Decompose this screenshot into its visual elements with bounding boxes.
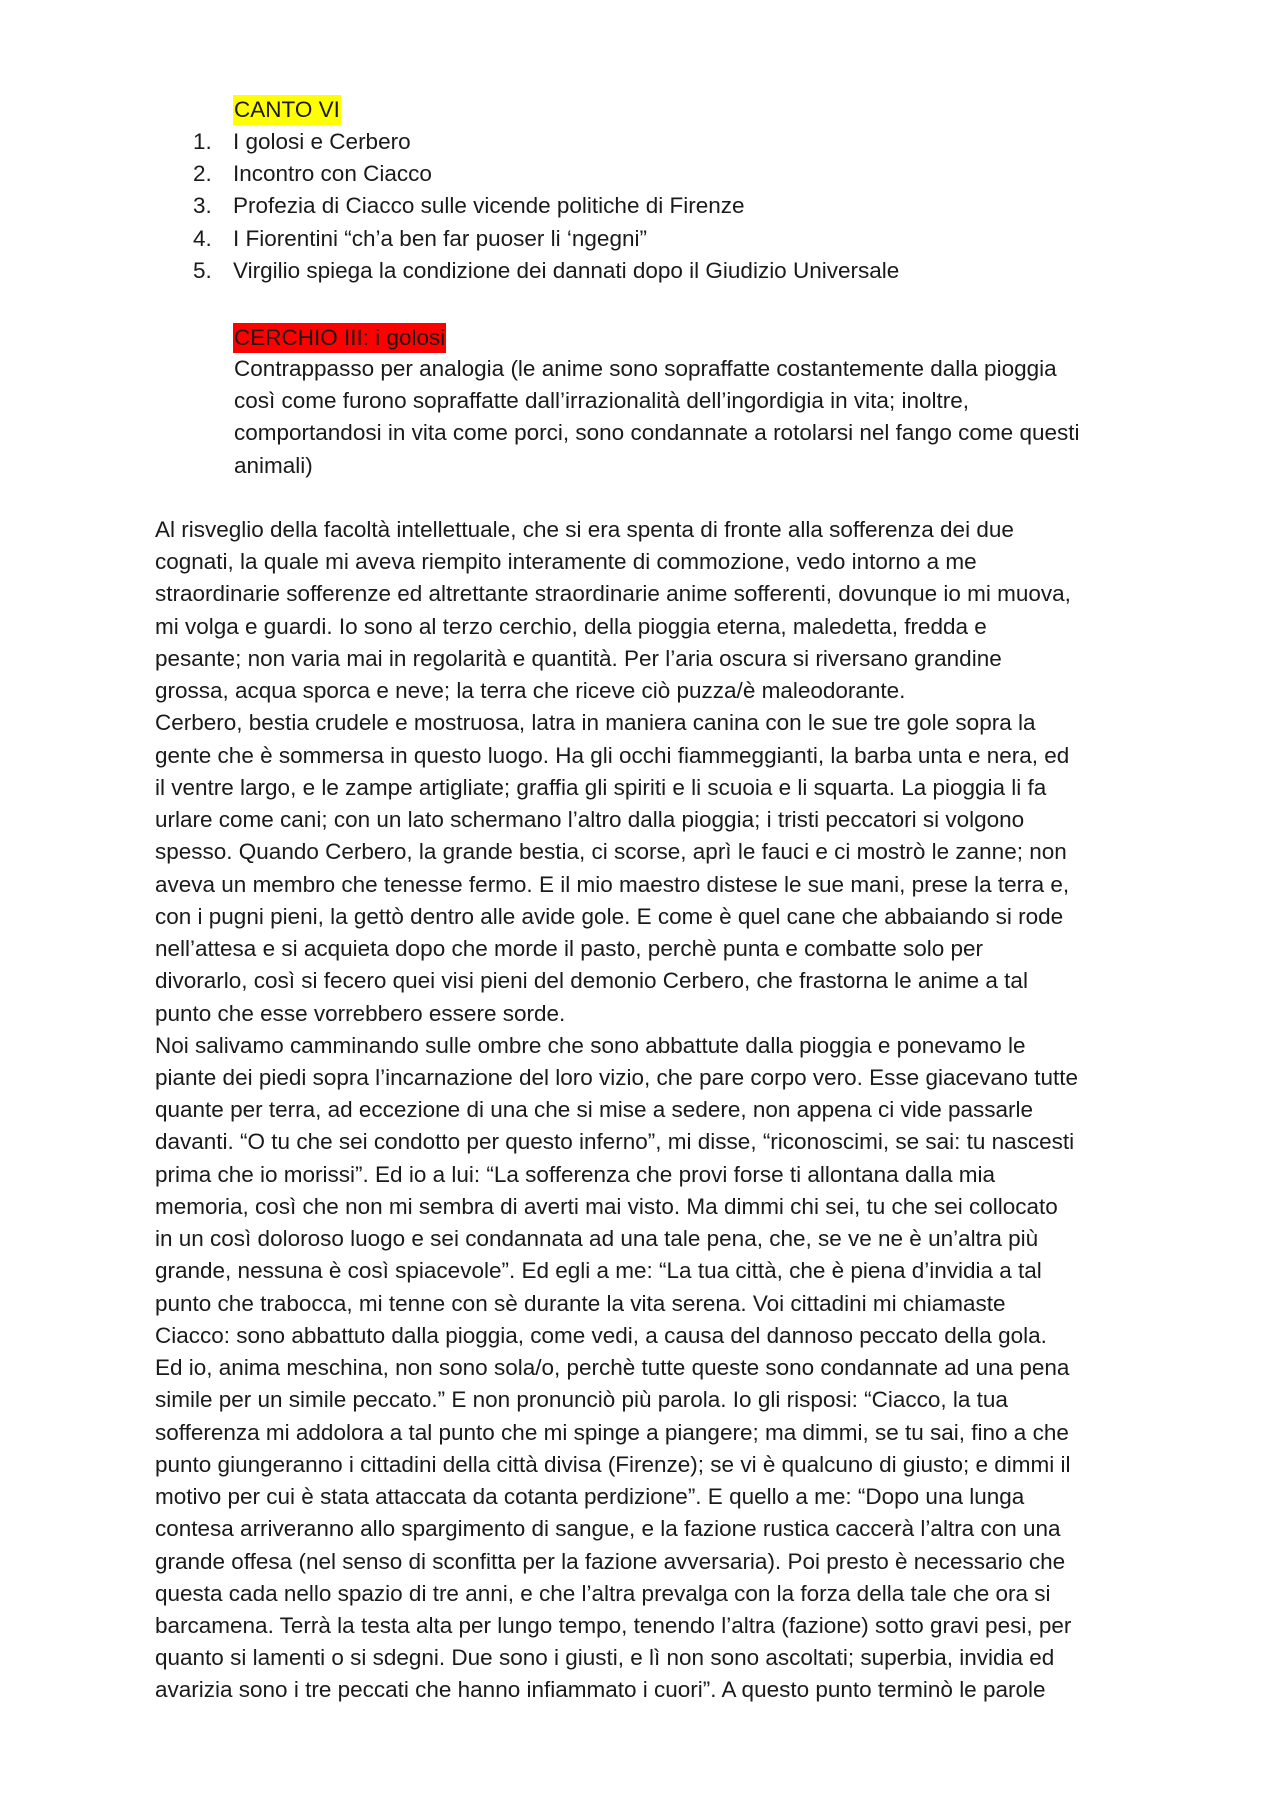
- text-line: sofferenza mi addolora a tal punto che mi spinge a piangere; ma dimmi, se tu sai, fino a che: [155, 1419, 1069, 1445]
- text-line: quanto si lamenti o si sdegni. Due sono i giusti, e lì non sono ascoltati; superbia, invidia ed: [155, 1645, 1055, 1671]
- text-line: memoria, così che non mi sembra di averti mai visto. Ma dimmi chi sei, tu che sei collocato: [155, 1193, 1058, 1219]
- text-line: grande, nessuna è così spiacevole”. Ed egli a me: “La tua città, che è piena d’invidia a tal: [155, 1258, 1042, 1284]
- topic-text: Incontro con Ciacco: [233, 161, 432, 187]
- text-line: prima che io morissi”. Ed io a lui: “La sofferenza che provi forse ti allontana dalla mia: [155, 1161, 995, 1187]
- text-line: Ed io, anima meschina, non sono sola/o, perchè tutte queste sono condannate ad una pena: [155, 1355, 1070, 1381]
- text-line: Ciacco: sono abbattuto dalla pioggia, come vedi, a causa del dannoso peccato della gola.: [155, 1322, 1047, 1348]
- text-line: animali): [234, 452, 313, 478]
- text-line: straordinarie sofferenze ed altrettante straordinarie anime sofferenti, dovunque io mi muova,: [155, 581, 1071, 607]
- text-line: urlare come cani; con un lato schermano l’altro dalla pioggia; i tristi peccatori si volgono: [155, 807, 1025, 833]
- topic-text: Virgilio spiega la condizione dei dannati dopo il Giudizio Universale: [233, 257, 900, 283]
- topic-item: [193, 255, 899, 287]
- text-line: spesso. Quando Cerbero, la grande bestia, ci scorse, aprì le fauci e ci mostrò le zanne; non: [155, 839, 1067, 865]
- topic-text: I golosi e Cerbero: [233, 129, 411, 154]
- topic-number: 1.: [193, 129, 212, 154]
- topic-number: 2.: [193, 161, 212, 187]
- text-line: mi volga e guardi. Io sono al terzo cerchio, della pioggia eterna, maledetta, fredda e: [155, 613, 987, 639]
- text-line: nell’attesa e si acquieta dopo che morde il pasto, perchè punta e combatte solo per: [155, 936, 984, 962]
- text-line: cognati, la quale mi aveva riempito interamente di commozione, vedo intorno a me: [155, 549, 977, 575]
- body-text: [155, 514, 1145, 1707]
- canto-title: CANTO VI: [233, 95, 341, 125]
- cerchio-title: CERCHIO III: i golosi: [233, 323, 446, 353]
- text-line: motivo per cui è stata attaccata da cotanta perdizione”. E quello a me: “Dopo una lunga: [155, 1484, 1025, 1510]
- text-line: barcamena. Terrà la testa alta per lungo tempo, tenendo l’altra (fazione) sotto gravi pesi, per: [155, 1612, 1072, 1638]
- text-line: grossa, acqua sporca e neve; la terra che riceve ciò puzza/è maleodorante.: [155, 678, 906, 704]
- text-line: il ventre largo, e le zampe artigliate; graffia gli spiriti e li scuoia e li squarta. La pioggia li fa: [155, 774, 1047, 800]
- topic-number: 4.: [193, 225, 212, 251]
- text-line: aveva un membro che tenesse fermo. E il mio maestro distese le sue mani, prese la terra e,: [155, 871, 1070, 897]
- topic-text: I Fiorentini “ch’a ben far puoser li ‘ngegni”: [233, 225, 647, 251]
- topic-number: 5.: [193, 257, 212, 283]
- topic-item: [193, 126, 899, 158]
- topic-text: Profezia di Ciacco sulle vicende politiche di Firenze: [233, 193, 745, 219]
- text-line: pesante; non varia mai in regolarità e quantità. Per l’aria oscura si riversano grandine: [155, 645, 1002, 671]
- topic-number: 3.: [193, 193, 212, 219]
- text-line: gente che è sommersa in questo luogo. Ha gli occhi fiammeggianti, la barba unta e nera, ed: [155, 742, 1070, 768]
- text-line: comportandosi in vita come porci, sono condannate a rotolarsi nel fango come questi: [234, 420, 1080, 446]
- contrappasso-paragraph: [234, 353, 1134, 482]
- text-line: grande offesa (nel senso di sconfitta per la fazione avversaria). Poi presto è necessario che: [155, 1548, 1066, 1574]
- text-line: Al risveglio della facoltà intellettuale, che si era spenta di fronte alla sofferenza dei due: [155, 517, 1014, 542]
- text-line: simile per un simile peccato.” E non pronunciò più parola. Io gli risposi: “Ciacco, la tua: [155, 1387, 1008, 1413]
- text-line: punto che esse vorrebbero essere sorde.: [155, 1000, 566, 1026]
- text-line: quante per terra, ad eccezione di una che si mise a sedere, non appena ci vide passarle: [155, 1097, 1034, 1123]
- text-line: davanti. “O tu che sei condotto per questo inferno”, mi disse, “riconoscimi, se sai: tu nascesti: [155, 1129, 1075, 1155]
- text-line: con i pugni pieni, la gettò dentro alle avide gole. E come è quel cane che abbaiando si rode: [155, 903, 1064, 929]
- text-line: Contrappasso per analogia (le anime sono sopraffatte costantemente dalla pioggia: [234, 356, 1057, 381]
- text-line: piante dei piedi sopra l’incarnazione del loro vizio, che pare corpo vero. Esse giacevano tutte: [155, 1064, 1079, 1090]
- text-line: divorarlo, così si fecero quei visi pieni del demonio Cerbero, che frastorna le anime a tal: [155, 968, 1028, 994]
- text-line: contesa arriveranno allo spargimento di sangue, e la fazione rustica caccerà l’altra con una: [155, 1516, 1061, 1542]
- topic-item: [193, 223, 899, 255]
- text-line: punto che trabocca, mi tenne con sè durante la vita serena. Voi cittadini mi chiamaste: [155, 1290, 1006, 1316]
- topic-item: [193, 158, 899, 190]
- text-line: in un così doloroso luogo e sei condannata ad una tale pena, che, se ve ne è un’altra più: [155, 1226, 1039, 1252]
- text-line: Noi salivamo camminando sulle ombre che sono abbattute dalla pioggia e ponevamo le: [155, 1032, 1026, 1058]
- text-line: punto giungeranno i cittadini della città divisa (Firenze); se vi è qualcuno di giusto; e dimmi il: [155, 1451, 1071, 1477]
- text-line: avarizia sono i tre peccati che hanno infiammato i cuori”. A questo punto terminò le parole: [155, 1677, 1046, 1703]
- topic-list: [193, 126, 899, 287]
- text-line: questa cada nello spazio di tre anni, e che l’altra prevalga con la forza della tale che ora si: [155, 1580, 1051, 1606]
- text-line: Cerbero, bestia crudele e mostruosa, latra in maniera canina con le sue tre gole sopra la: [155, 710, 1036, 736]
- topic-item: [193, 190, 899, 222]
- text-line: così come furono sopraffatte dall’irrazionalità dell’ingordigia in vita; inoltre,: [234, 388, 969, 414]
